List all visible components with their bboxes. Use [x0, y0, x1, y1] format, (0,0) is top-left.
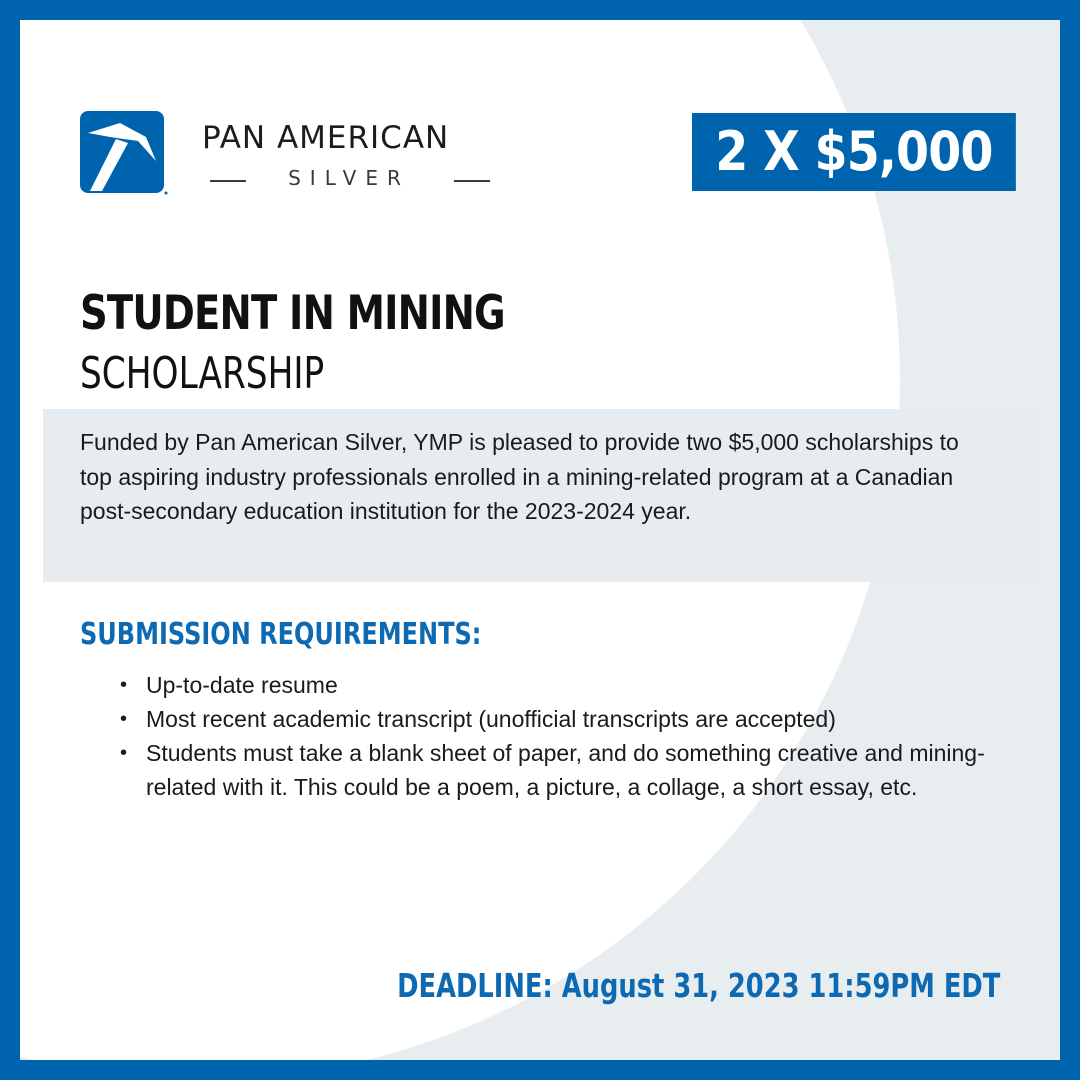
prize-badge: 2 X $5,000	[692, 113, 1016, 191]
list-item	[120, 702, 1000, 736]
bullet-icon: •	[120, 742, 128, 764]
brand-logo	[80, 111, 500, 211]
deadline-text: DEADLINE: August 31, 2023 11:59PM EDT	[396, 966, 1000, 1005]
brand-divider-left	[210, 180, 246, 182]
title-sub: SCHOLARSHIP	[80, 348, 325, 399]
pickaxe-logo-icon	[80, 111, 168, 197]
requirement-text: Students must take a blank sheet of paper, and do something creative and mining-related with it. This could be a poem, a picture, a collage, a short essay, etc.	[146, 740, 985, 800]
brand-name: PAN AMERICAN	[202, 120, 450, 156]
brand-sub: SILVER	[288, 166, 410, 190]
requirements-heading: SUBMISSION REQUIREMENTS:	[80, 617, 482, 652]
requirement-text: Most recent academic transcript (unofficial transcripts are accepted)	[146, 706, 836, 732]
title-main: STUDENT IN MINING	[80, 286, 505, 341]
brand-sub-row	[206, 166, 496, 196]
poster-body	[20, 20, 1060, 1060]
bullet-icon: •	[120, 708, 128, 730]
list-item	[120, 668, 1000, 702]
list-item	[120, 736, 1000, 804]
requirements-list	[120, 668, 1000, 804]
requirement-text: Up-to-date resume	[146, 672, 338, 698]
intro-text: Funded by Pan American Silver, YMP is pleased to provide two $5,000 scholarships to top aspiring industry professionals enrolled in a mining-related program at a Canadian post-secondary education institution for the 2023-2024 year.	[80, 429, 959, 524]
brand-divider-right	[454, 180, 490, 182]
bullet-icon: •	[120, 674, 128, 696]
